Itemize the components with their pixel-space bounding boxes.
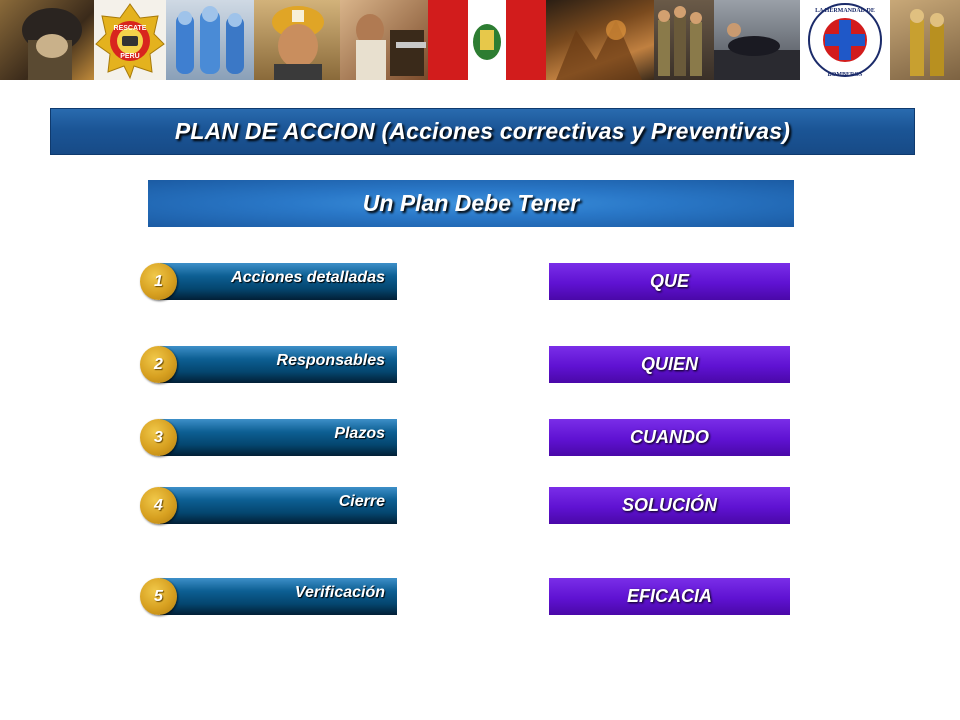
item-label: Acciones detalladas: [231, 269, 385, 286]
answer-box-eficacia: [549, 578, 790, 615]
photo-banner: [0, 0, 960, 80]
answer-label: SOLUCIÓN: [621, 495, 717, 515]
answer-box-cuando: [549, 419, 790, 456]
item-number-badge: 5: [140, 578, 177, 615]
item-label: Responsables: [276, 352, 385, 369]
item-label: Cierre: [338, 493, 385, 510]
item-row-1: [140, 263, 397, 300]
subtitle: Un Plan Debe Tener: [362, 190, 580, 216]
rescate-peru-logo: [94, 0, 166, 80]
answer-label: EFICACIA: [627, 586, 712, 606]
item-number-badge: 2: [140, 346, 177, 383]
rescue-operation-photo: [714, 0, 800, 80]
answer-label: QUE: [649, 271, 689, 291]
item-number-badge: 1: [140, 263, 177, 300]
hermandad-bomberos-logo: [800, 0, 890, 80]
item-row-3: [140, 419, 397, 456]
title-bar: [50, 108, 915, 155]
answer-label: CUANDO: [630, 427, 709, 447]
fire-training-photo: [890, 0, 960, 80]
firefighter-team-photo: [654, 0, 714, 80]
item-number-badge: 3: [140, 419, 177, 456]
logo-top-text: RESCATE: [113, 25, 147, 32]
item-label: Plazos: [334, 425, 385, 442]
subtitle-bar: [148, 180, 794, 227]
logo-bottom-text: BOMBEROS: [827, 72, 863, 78]
logo-bottom-text: PERU: [120, 53, 140, 60]
fire-scene-photo: [546, 0, 654, 80]
logo-top-text: LA HERMANDAD DE: [815, 8, 875, 14]
item-number-badge: 4: [140, 487, 177, 524]
item-row-4: [140, 487, 397, 524]
firefighter-helmet-photo: [0, 0, 94, 80]
firefighter-portrait-photo: [254, 0, 340, 80]
item-row-5: [140, 578, 397, 615]
answer-box-que: [549, 263, 790, 300]
answer-box-solucion: [549, 487, 790, 524]
item-row-2: [140, 346, 397, 383]
page-title: PLAN DE ACCION (Acciones correctivas y Preventivas): [174, 118, 791, 144]
hazmat-suits-photo: [166, 0, 254, 80]
peru-flag-image: [428, 0, 546, 80]
item-label: Verificación: [294, 584, 385, 601]
answer-box-quien: [549, 346, 790, 383]
religious-painting-photo: [340, 0, 428, 80]
answer-label: QUIEN: [640, 354, 698, 374]
